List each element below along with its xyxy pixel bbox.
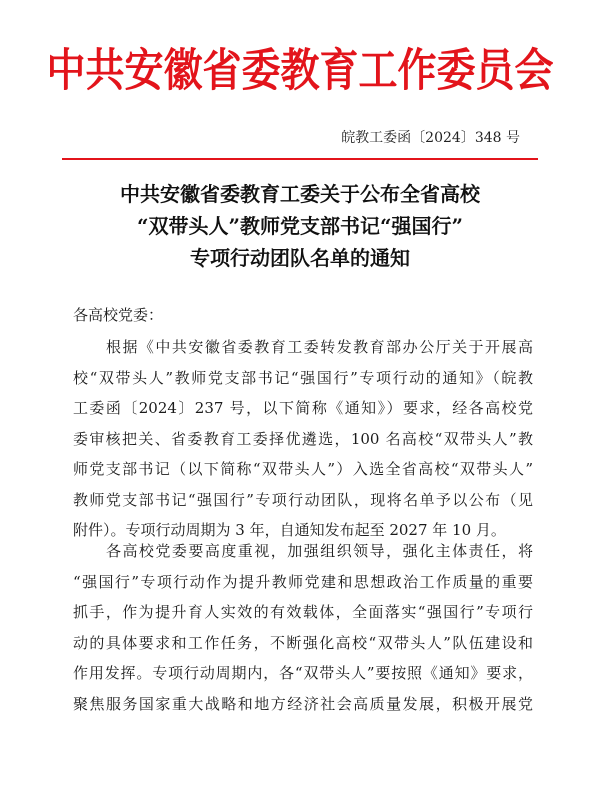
- addressee: 各高校党委：: [73, 306, 164, 324]
- paragraph-2-line: 抓手，作为提升育人实效的有效载体，全面落实“强国行”专项行: [73, 603, 533, 621]
- paragraph-2-line: 动的具体要求和工作任务，不断强化高校“双带头人”队伍建设和: [73, 633, 533, 652]
- paragraph-1-line: 师党支部书记（以下简称“双带头人”）入选全省高校“双带头人”: [73, 460, 533, 478]
- paragraph-1-line: 根据《中共安徽省委教育工委转发教育部办公厅关于开展高: [73, 338, 533, 356]
- masthead-title: 中共安徽省委教育工作委员会: [46, 44, 554, 97]
- title-line-1: 中共安徽省委教育工委关于公布全省高校: [120, 182, 480, 206]
- body-paragraph-1: [73, 332, 533, 546]
- paragraph-2-line: 聚焦服务国家重大战略和地方经济社会高质量发展，积极开展党: [73, 694, 533, 713]
- paragraph-1-line: 教师党支部书记“强国行”专项行动团队，现将名单予以公布（见: [73, 490, 533, 509]
- document-number: 皖教工委函〔2024〕348 号: [341, 130, 520, 146]
- paragraph-2-line: 作用发挥。专项行动周期内，各“双带头人”要按照《通知》要求，: [73, 664, 533, 682]
- body-paragraph-2: [73, 536, 533, 719]
- title-line-3: 专项行动团队名单的通知: [190, 246, 410, 270]
- document-title: [0, 178, 600, 274]
- paragraph-1-line: 附件）。专项行动周期为 3 年，自通知发布起至 2027 年 10 月。: [73, 521, 506, 539]
- paragraph-2-line: “强国行”专项行动作为提升教师党建和思想政治工作质量的重要: [73, 572, 533, 591]
- paragraph-1-line: 校“双带头人”教师党支部书记“强国行”专项行动的通知》（皖教: [73, 368, 533, 387]
- title-line-2: “双带头人”教师党支部书记“强国行”: [136, 214, 463, 238]
- paragraph-2-line: 各高校党委要高度重视，加强组织领导，强化主体责任，将: [73, 542, 533, 560]
- paragraph-1-line: 委审核把关、省委教育工委择优遴选，100 名高校“双带头人”教: [73, 429, 533, 448]
- red-divider-line: [62, 158, 538, 160]
- paragraph-1-line: 工委函〔2024〕237 号，以下简称《通知》）要求，经各高校党: [73, 399, 533, 417]
